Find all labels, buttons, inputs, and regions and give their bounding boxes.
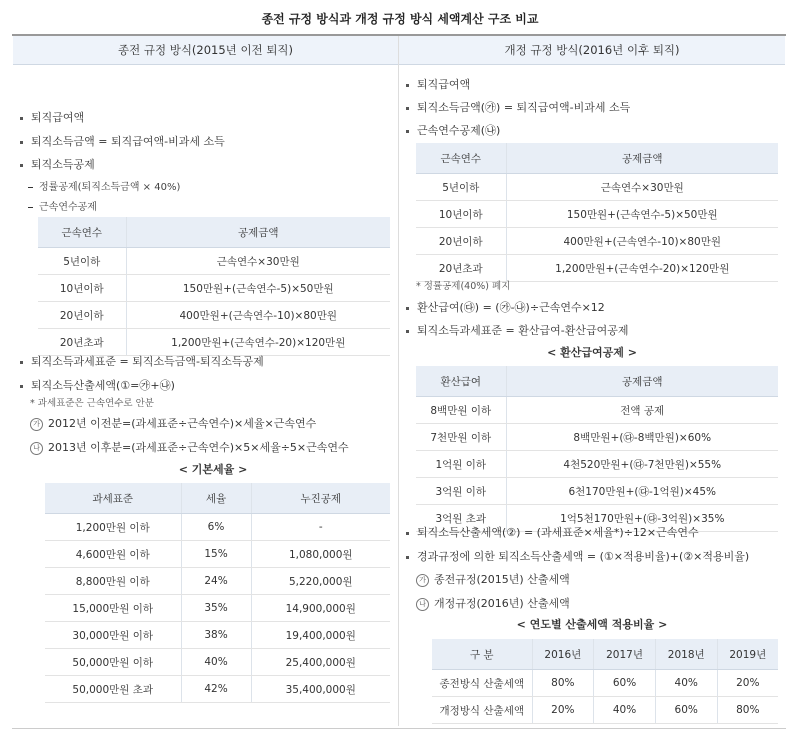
- table-row: 5년이하 근속연수×30만원: [416, 174, 778, 201]
- circled-na-icon: 나: [30, 442, 43, 455]
- table-header: 2016년: [532, 639, 594, 670]
- table-row: 30,000만원 이하 38% 19,400,000원: [45, 622, 390, 649]
- right-bullet-converted-pay: 환산급여(㉰) = (㉮-㉯)÷근속연수×12: [406, 299, 605, 315]
- table-row: 20년이하 400만원+(근속연수-10)×80만원: [416, 228, 778, 255]
- right-section-yearly-ratio: < 연도별 산출세액 적용비율 >: [516, 618, 668, 631]
- circled-na-icon: 나: [416, 598, 429, 611]
- table-row: 8백만원 이하 전액 공제: [416, 397, 778, 424]
- table-row: 3억원 초과 1억5천170만원+(㉰-3억원)×35%: [416, 505, 778, 532]
- table-row: 1,200만원 이하 6% -: [45, 514, 390, 541]
- right-item-old-rule-tax: 가 종전규정(2015년) 산출세액: [416, 571, 570, 587]
- basic-tax-rate-table: [45, 483, 390, 703]
- table-row: 20년초과 1,200만원+(근속연수-20)×120만원: [38, 329, 390, 356]
- left-bullet-tax-base: 퇴직소득과세표준 = 퇴직소득금액-퇴직소득공제: [20, 353, 264, 369]
- left-sub-service-years: 근속연수공제: [28, 198, 97, 213]
- yearly-ratio-table: [432, 639, 778, 724]
- table-row: 5년이하 근속연수×30만원: [38, 248, 390, 275]
- table-header: 2018년: [655, 639, 717, 670]
- left-bullet-income-amount: 퇴직소득금액 = 퇴직급여액-비과세 소득: [20, 133, 225, 149]
- table-row: 종전방식 산출세액 80% 60% 40% 20%: [432, 670, 778, 697]
- right-section-converted-deduction: < 환산급여공제 >: [547, 346, 637, 359]
- table-header: 공제금액: [506, 143, 778, 174]
- table-row: 7천만원 이하 8백만원+(㉰-8백만원)×60%: [416, 424, 778, 451]
- table-header: 구 분: [432, 639, 532, 670]
- circled-ga-icon: 가: [416, 574, 429, 587]
- right-bullet-retirement-pay: 퇴직급여액: [406, 76, 470, 92]
- table-header: 근속연수: [416, 143, 506, 174]
- table-row: 20년초과 1,200만원+(근속연수-20)×120만원: [416, 255, 778, 282]
- right-bullet-service-deduction: 근속연수공제(㉯): [406, 122, 500, 138]
- table-row: 50,000만원 이하 40% 25,400,000원: [45, 649, 390, 676]
- table-row: 50,000만원 초과 42% 35,400,000원: [45, 676, 390, 703]
- left-note-apportion: * 과세표준은 근속연수로 안분: [30, 398, 154, 409]
- table-header: 세율: [181, 483, 251, 514]
- left-service-deduction-table: [38, 217, 390, 356]
- right-bullet-transitional-tax: 경과규정에 의한 퇴직소득산출세액 = (①×적용비율)+(②×적용비율): [406, 548, 749, 564]
- right-bullet-calculated-tax: 퇴직소득산출세액(②) = (과세표준×세율*)÷12×근속연수: [406, 524, 699, 540]
- table-row: 20년이하 400만원+(근속연수-10)×80만원: [38, 302, 390, 329]
- table-row: 10년이하 150만원+(근속연수-5)×50만원: [38, 275, 390, 302]
- table-header: 공제금액: [506, 366, 778, 397]
- right-item-new-rule-tax: 나 개정규정(2016년) 산출세액: [416, 595, 570, 611]
- table-row: 3억원 이하 6천170만원+(㉰-1억원)×45%: [416, 478, 778, 505]
- table-row: 개정방식 산출세액 20% 40% 60% 80%: [432, 697, 778, 724]
- table-header: 누진공제: [251, 483, 390, 514]
- table-header: 2017년: [594, 639, 656, 670]
- left-item-before-2012: 가 2012년 이전분=(과세표준÷근속연수)×세율×근속연수: [30, 415, 316, 431]
- converted-pay-deduction-table: [416, 366, 778, 532]
- left-sub-flat-rate: 정률공제(퇴직소득금액 × 40%): [28, 178, 180, 193]
- right-bullet-income-amount: 퇴직소득금액(㉮) = 퇴직급여액-비과세 소득: [406, 99, 630, 115]
- right-bullet-tax-base: 퇴직소득과세표준 = 환산급여-환산급여공제: [406, 322, 628, 338]
- table-row: 4,600만원 이하 15% 1,080,000원: [45, 541, 390, 568]
- left-column-header: 종전 규정 방식(2015년 이전 퇴직): [13, 36, 398, 65]
- right-column-header: 개정 규정 방식(2016년 이후 퇴직): [399, 36, 785, 65]
- table-row: 10년이하 150만원+(근속연수-5)×50만원: [416, 201, 778, 228]
- table-row: 1억원 이하 4천520만원+(㉰-7천만원)×55%: [416, 451, 778, 478]
- left-bullet-income-deduction: 퇴직소득공제: [20, 156, 95, 172]
- right-service-deduction-table: [416, 143, 778, 282]
- left-section-basic-tax-rate: < 기본세율 >: [178, 463, 248, 476]
- table-header: 근속연수: [38, 217, 126, 248]
- table-header: 과세표준: [45, 483, 181, 514]
- page-title: 종전 규정 방식과 개정 규정 방식 세액계산 구조 비교: [261, 12, 539, 26]
- right-note-flat-rate-abolished: * 정률공제(40%) 폐지: [416, 281, 511, 292]
- table-header: 공제금액: [126, 217, 390, 248]
- left-bullet-retirement-pay: 퇴직급여액: [20, 109, 84, 125]
- table-header: 환산급여: [416, 366, 506, 397]
- table-row: 8,800만원 이하 24% 5,220,000원: [45, 568, 390, 595]
- table-row: 15,000만원 이하 35% 14,900,000원: [45, 595, 390, 622]
- table-header: 2019년: [717, 639, 778, 670]
- left-bullet-calculated-tax: 퇴직소득산출세액(①=㉮+㉯): [20, 377, 175, 393]
- circled-ga-icon: 가: [30, 418, 43, 431]
- left-item-after-2013: 나 2013년 이후분=(과세표준÷근속연수)×5×세율÷5×근속연수: [30, 439, 349, 455]
